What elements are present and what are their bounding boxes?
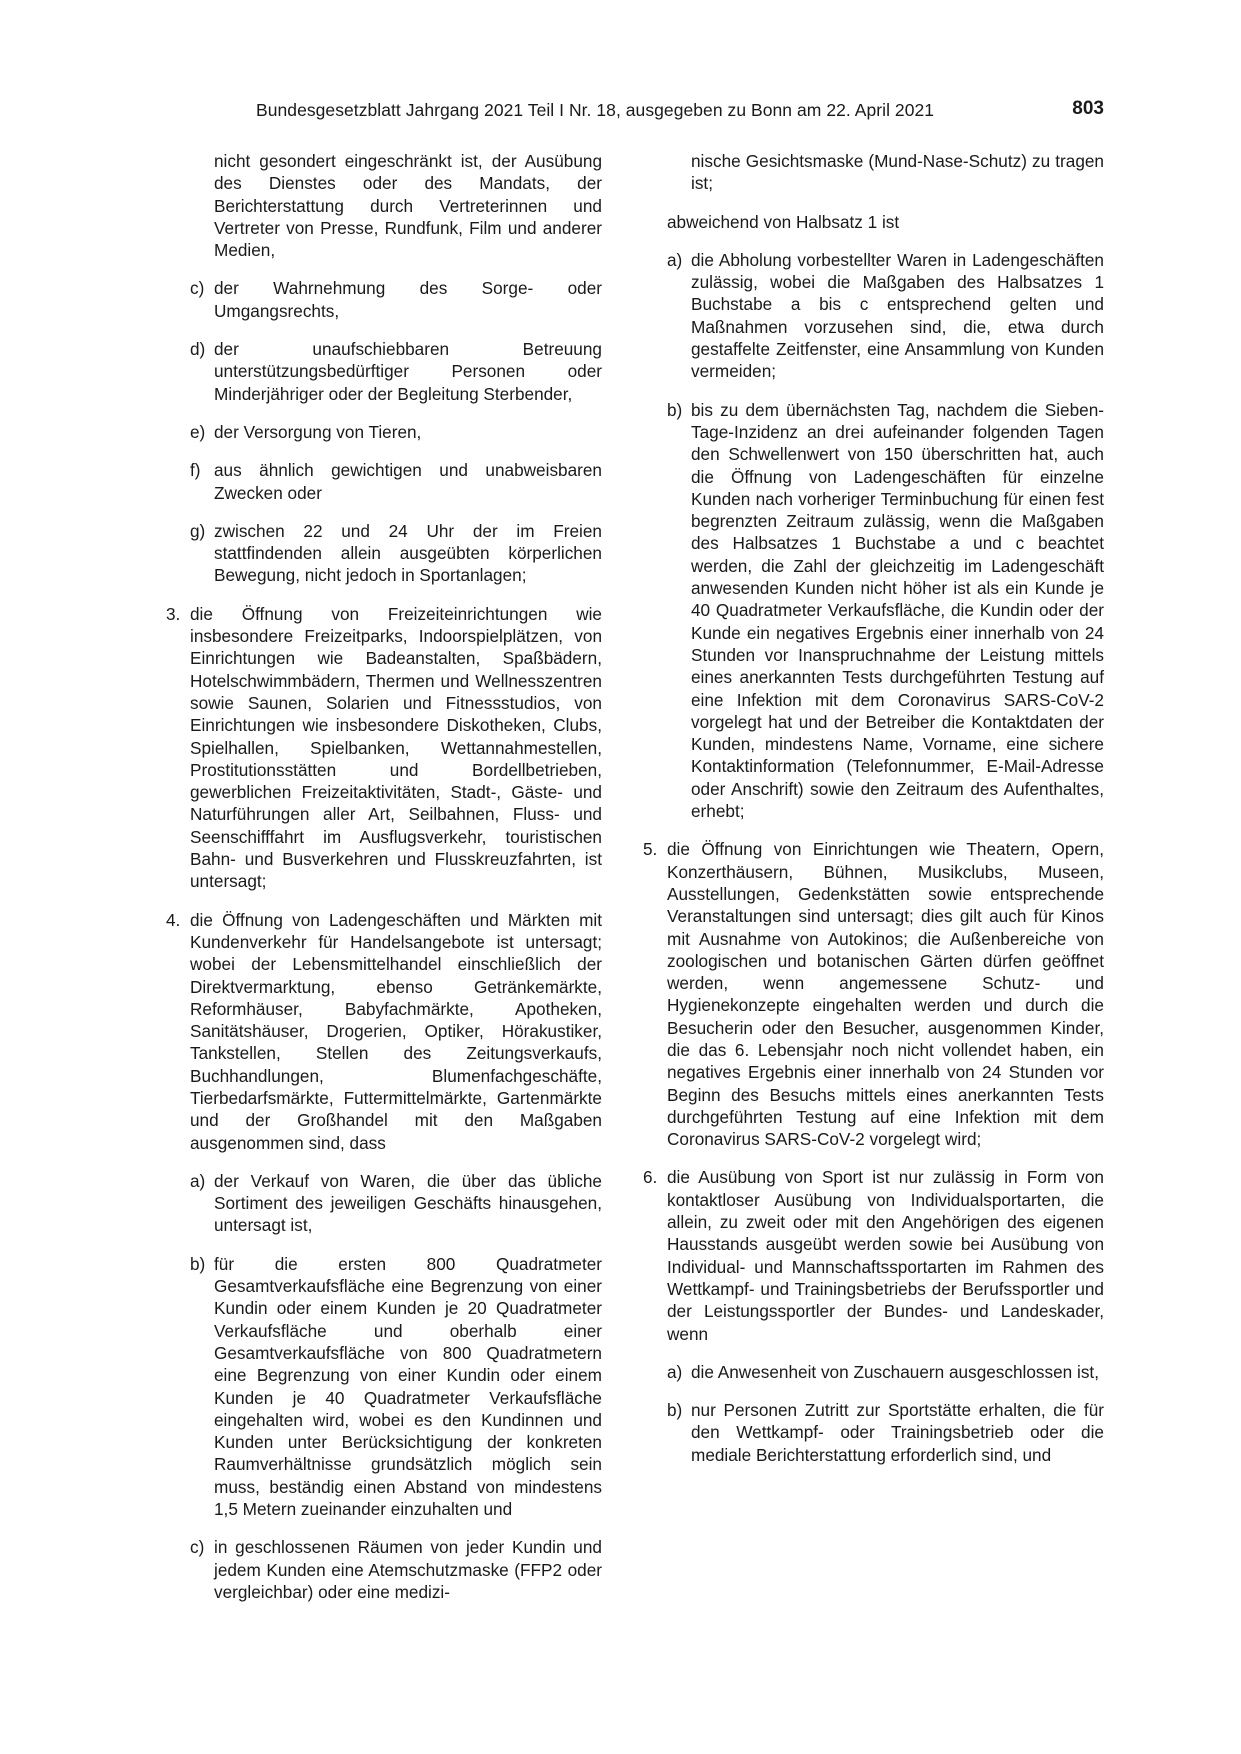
left-column <box>166 150 602 1619</box>
list-item-d <box>166 338 602 405</box>
numbered-item-4 <box>166 909 602 1154</box>
item-label: b) <box>667 1400 683 1421</box>
item-text: zwischen 22 und 24 Uhr der im Freien stattfindenden allein ausgeübten körperlichen Bewegung, nicht jedoch in Sportanlagen; <box>214 520 602 586</box>
item-text: der unaufschiebbaren Betreuung unterstützungsbedürftiger Personen oder Minderjähriger oder der Begleitung Sterbender, <box>214 339 602 404</box>
item-text: die Anwesenheit von Zuschauern ausgeschlossen ist, <box>691 1361 1099 1382</box>
item-label: a) <box>667 1361 683 1382</box>
item-label: a) <box>667 249 683 270</box>
numbered-item-5 <box>643 838 1104 1150</box>
list-item-f <box>166 459 602 504</box>
item-label: e) <box>190 421 206 442</box>
item-text: für die ersten 800 Quadratmeter Gesamtverkaufsfläche eine Begrenzung von einer Kundin oder einem Kunden je 20 Quadratmeter Verkaufsfläche und oberhalb einer Gesamtverkaufsfläche von 800 Quadratmetern eine Begrenzung von einer Kundin oder einem Kunden je 40 Quadratmeter Verkaufsfläche eingehalten wird, wobei es den Kundinnen und Kunden unter Berücksichtigung der konkreten Raumverhältnisse grundsätzlich möglich sein muss, beständig einen Abstand von mindestens 1,5 Metern zueinander einzuhalten und <box>214 1253 602 1520</box>
item-label: b) <box>190 1253 206 1274</box>
page-header <box>180 98 1104 124</box>
item-text: die Öffnung von Einrichtungen wie Theatern, Opern, Konzerthäusern, Bühnen, Musikclubs, Museen, Ausstellungen, Gedenkstätten sowie entsprechende Veranstaltungen sind untersagt; dies gilt auch für Kinos mit Ausnahme von Autokinos; die Außenbereiche von zoologischen und botanischen Gärten dürfen geöffnet werden, wenn angemessene Schutz- und Hygienekonzepte eingehalten werden und durch die Besucherin oder den Besucher, ausgenommen Kinder, die das 6. Lebensjahr noch nicht vollendet haben, ein negatives Ergebnis einer innerhalb von 24 Stunden vor Beginn des Besuchs mittels eines anerkannten Tests durchgeführten Testung auf eine Infektion mit dem Coronavirus SARS-CoV-2 vorgelegt wird; <box>667 839 1104 1150</box>
numbered-item-6 <box>643 1166 1104 1344</box>
list-item-a <box>667 249 1104 383</box>
item-text: der Versorgung von Tieren, <box>214 421 422 442</box>
list-item-b <box>667 399 1104 823</box>
list-item-c <box>166 277 602 322</box>
item-number: 6. <box>643 1167 658 1188</box>
item-text: die Öffnung von Ladengeschäften und Märkten mit Kundenverkehr für Handelsangebote ist untersagt; wobei der Lebensmittelhandel einschließlich der Direktvermarktung, ebenso Getränkemärkte, Reformhäuser, Babyfachmärkte, Apotheken, Sanitätshäuser, Drogerien, Optiker, Hörakustiker, Tankstellen, Stellen des Zeitungsverkaufs, Buchhandlungen, Blumenfachgeschäfte, Tierbedarfsmärkte, Futtermittelmärkte, Gartenmärkte und der Großhandel mit den Maßgaben ausgenommen sind, dass <box>190 909 602 1153</box>
item-text: bis zu dem übernächsten Tag, nachdem die Sieben-Tage-Inzidenz an drei aufeinander folgenden Tagen den Schwellenwert von 150 überschritten hat, auch die Öffnung von Ladengeschäften für einzelne Kunden nach vorheriger Terminbuchung für einen fest begrenzten Zeitraum zulässig, wenn die Maßgaben des Halbsatzes 1 Buchstabe a und c beachtet werden, die Zahl der gleichzeitig im Ladengeschäft anwesenden Kunden nicht höher ist als ein Kunde je 40 Quadratmeter Verkaufsfläche, die Kundin oder der Kunde ein negatives Ergebnis einer innerhalb von 24 Stunden vor Inanspruchnahme der Leistung mittels eines anerkannten Tests durchgeführten Testung auf eine Infektion mit dem Coronavirus SARS-CoV-2 vorgelegt hat und der Betreiber die Kontaktdaten der Kunden, mindestens Name, Vorname, eine sichere Kontaktinformation (Telefonnummer, E-Mail-Adresse oder Anschrift) sowie den Zeitraum des Aufenthaltes, erhebt; <box>691 399 1104 822</box>
list-item-c <box>166 1536 602 1603</box>
lead-sentence: abweichend von Halbsatz 1 ist <box>667 211 900 232</box>
running-head: Bundesgesetzblatt Jahrgang 2021 Teil I Nr. 18, ausgegeben zu Bonn am 22. April 2021 <box>256 100 935 120</box>
item-number: 4. <box>166 909 181 930</box>
right-column <box>643 150 1104 1482</box>
page-number: 803 <box>1072 98 1104 119</box>
list-item-b <box>667 1399 1104 1466</box>
item-text: der Verkauf von Waren, die über das übliche Sortiment des jeweiligen Geschäfts hinausgehen, untersagt ist, <box>214 1170 602 1236</box>
item-number: 5. <box>643 839 658 860</box>
item-text: der Wahrnehmung des Sorge- oder Umgangsrechts, <box>214 278 602 321</box>
item-label: a) <box>190 1170 206 1191</box>
list-item-e <box>166 421 602 443</box>
item-label: c) <box>190 1537 205 1558</box>
continued-paragraph: nicht gesondert eingeschränkt ist, der Ausübung des Dienstes oder des Mandats, der Berichterstattung durch Vertreterinnen und Vertreter von Presse, Rundfunk, Film und anderer Medien, <box>214 151 602 261</box>
list-item-g <box>166 520 602 587</box>
item-number: 3. <box>166 603 181 624</box>
item-text: die Ausübung von Sport ist nur zulässig in Form von kontaktloser Ausübung von Individualsportarten, die allein, zu zweit oder mit den Angehörigen des eigenen Hausstands ausgeübt werden sowie bei Ausübung von Individual- und Mannschaftssportarten im Rahmen des Wettkampf- und Trainingsbetriebs der Berufssportler und der Leistungssportler der Bundes- und Landeskader, wenn <box>667 1167 1104 1344</box>
item-label: d) <box>190 339 206 360</box>
item-label: c) <box>190 278 205 299</box>
item-text: die Öffnung von Freizeiteinrichtungen wie insbesondere Freizeitparks, Indoorspielplätzen, von Einrichtungen wie Badeanstalten, Spaßbädern, Hotelschwimmbädern, Thermen und Wellnesszentren sowie Saunen, Solarien und Fitnessstudios, von Einrichtungen wie insbesondere Diskotheken, Clubs, Spielhallen, Spielbanken, Wettannahmestellen, Prostitutionsstätten und Bordellbetrieben, gewerblichen Freizeitaktivitäten, Stadt-, Gäste- und Naturführungen aller Art, Seilbahnen, Fluss- und Seenschifffahrt im Ausflugsverkehr, touristischen Bahn- und Busverkehren und Flusskreuzfahrten, ist untersagt; <box>190 603 602 892</box>
list-item-a <box>667 1361 1104 1383</box>
numbered-item-3 <box>166 603 602 893</box>
continued-paragraph: nische Gesichtsmaske (Mund-Nase-Schutz) zu tragen ist; <box>691 151 1104 194</box>
item-text: nur Personen Zutritt zur Sportstätte erhalten, die für den Wettkampf- oder Trainingsbetrieb oder die mediale Berichterstattung erforderlich sind, und <box>691 1400 1104 1465</box>
item-text: aus ähnlich gewichtigen und unabweisbaren Zwecken oder <box>214 460 602 503</box>
item-text: in geschlossenen Räumen von jeder Kundin und jedem Kunden eine Atemschutzmaske (FFP2 oder vergleichbar) oder eine medizi- <box>214 1537 602 1602</box>
item-text: die Abholung vorbestellter Waren in Ladengeschäften zulässig, wobei die Maßgaben des Halbsatzes 1 Buchstabe a bis c entsprechend gelten und Maßnahmen vorzusehen sind, die, etwa durch gestaffelte Zeitfenster, eine Ansammlung von Kunden vermeiden; <box>691 249 1104 382</box>
item-label: g) <box>190 520 206 541</box>
list-item-b <box>166 1253 602 1521</box>
item-label: f) <box>190 460 201 481</box>
item-label: b) <box>667 399 683 420</box>
list-item-a <box>166 1170 602 1237</box>
